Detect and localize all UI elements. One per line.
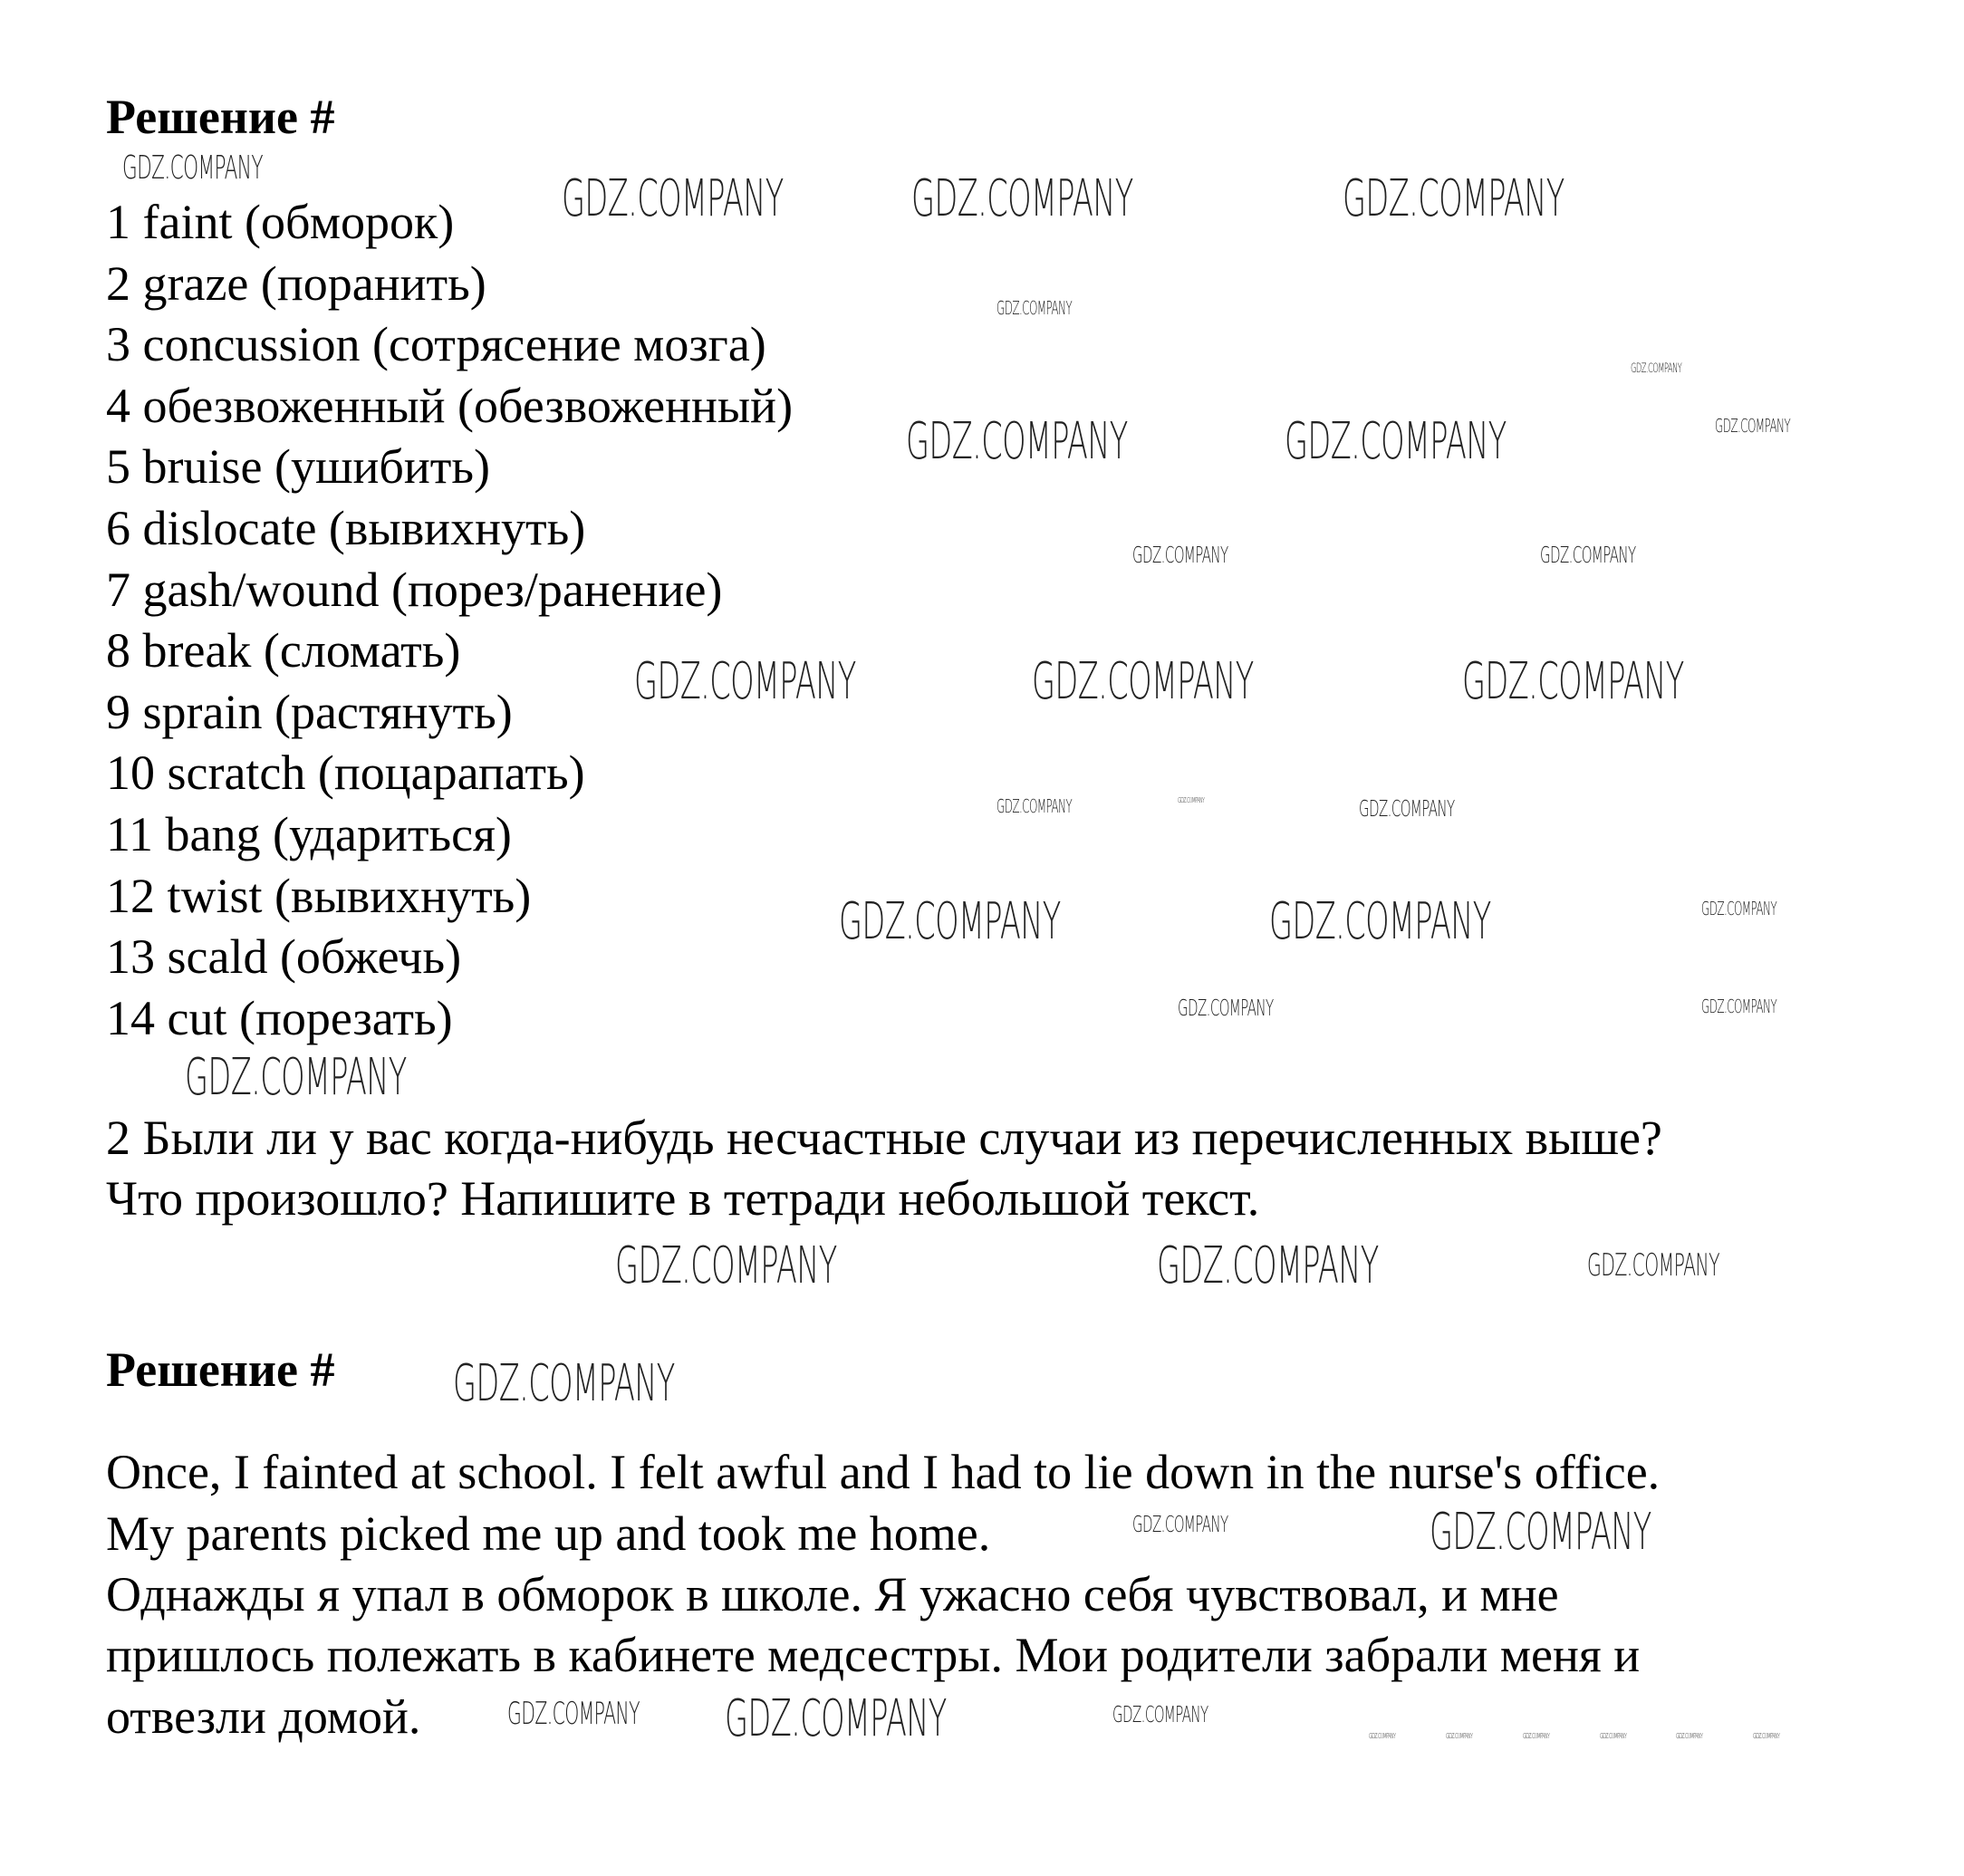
watermark: GDZ.COMPANY — [1269, 892, 1491, 951]
watermark: GDZ.COMPANY — [1600, 1732, 1627, 1740]
watermark: GDZ.COMPANY — [1462, 652, 1684, 711]
answer-line-1: Once, I fainted at school. I felt awful and I had to lie down in the nurse's office. — [106, 1445, 1661, 1499]
watermark: GDZ.COMPANY — [507, 1696, 640, 1732]
watermark: GDZ.COMPANY — [1359, 795, 1455, 822]
watermark: GDZ.COMPANY — [634, 652, 856, 711]
watermark: GDZ.COMPANY — [906, 412, 1128, 471]
vocabulary-item: 12 twist (вывихнуть) — [106, 868, 532, 923]
answer-line-5: отвезли домой. — [106, 1689, 421, 1744]
watermark: GDZ.COMPANY — [1701, 996, 1777, 1017]
watermark: GDZ.COMPANY — [615, 1236, 837, 1295]
vocabulary-item: 10 scratch (поцарапать) — [106, 746, 585, 801]
watermark: GDZ.COMPANY — [1753, 1732, 1780, 1740]
watermark: GDZ.COMPANY — [1715, 415, 1791, 437]
watermark: GDZ.COMPANY — [1157, 1236, 1379, 1295]
watermark: GDZ.COMPANY — [1343, 169, 1564, 228]
watermark: GDZ.COMPANY — [1369, 1732, 1396, 1740]
watermark: GDZ.COMPANY — [185, 1048, 407, 1107]
watermark: GDZ.COMPANY — [1112, 1701, 1208, 1727]
watermark: GDZ.COMPANY — [1178, 995, 1274, 1021]
watermark: GDZ.COMPANY — [1032, 652, 1254, 711]
vocabulary-item: 2 graze (поранить) — [106, 255, 486, 311]
watermark: GDZ.COMPANY — [1132, 542, 1228, 568]
watermark: GDZ.COMPANY — [453, 1354, 675, 1413]
vocabulary-item: 7 gash/wound (порез/ранение) — [106, 562, 723, 617]
answer-line-4: пришлось полежать в кабинете медсестры. Мои родители забрали меня и — [106, 1628, 1641, 1682]
vocabulary-item: 8 break (сломать) — [106, 623, 461, 678]
watermark: GDZ.COMPANY — [1676, 1732, 1703, 1740]
vocabulary-item: 4 обезвоженный (обезвоженный) — [106, 378, 794, 433]
watermark: GDZ.COMPANY — [725, 1689, 947, 1748]
solution-heading-2: Решение # — [106, 1342, 335, 1397]
watermark: GDZ.COMPANY — [562, 169, 784, 228]
watermark: GDZ.COMPANY — [1587, 1247, 1719, 1284]
watermark: GDZ.COMPANY — [1631, 361, 1682, 376]
watermark: GDZ.COMPANY — [1285, 412, 1507, 471]
watermark: GDZ.COMPANY — [996, 297, 1073, 319]
watermark: GDZ.COMPANY — [1178, 796, 1205, 804]
task-2-line-2: Что произошло? Напишите в тетради небольшой текст. — [106, 1171, 1260, 1226]
answer-line-3: Однажды я упал в обморок в школе. Я ужасно себя чувствовал, и мне — [106, 1567, 1559, 1621]
watermark: GDZ.COMPANY — [1540, 542, 1636, 568]
watermark: GDZ.COMPANY — [1446, 1732, 1473, 1740]
vocabulary-item: 5 bruise (ушибить) — [106, 439, 491, 495]
watermark: GDZ.COMPANY — [996, 795, 1073, 817]
task-2-line-1: 2 Были ли у вас когда-нибудь несчастные случаи из перечисленных выше? — [106, 1111, 1662, 1165]
watermark: GDZ.COMPANY — [122, 149, 263, 187]
vocabulary-item: 6 dislocate (вывихнуть) — [106, 501, 586, 555]
vocabulary-item: 3 concussion (сотрясение мозга) — [106, 317, 766, 372]
watermark: GDZ.COMPANY — [1430, 1503, 1651, 1562]
vocabulary-item: 13 scald (обжечь) — [106, 929, 462, 985]
watermark: GDZ.COMPANY — [911, 169, 1133, 228]
solution-heading-1: Решение # — [106, 90, 335, 144]
vocabulary-item: 11 bang (удариться) — [106, 807, 512, 861]
vocabulary-item: 14 cut (порезать) — [106, 990, 453, 1045]
watermark: GDZ.COMPANY — [1523, 1732, 1550, 1740]
answer-line-2: My parents picked me up and took me home. — [106, 1506, 991, 1561]
watermark: GDZ.COMPANY — [839, 892, 1061, 951]
vocabulary-item: 1 faint (обморок) — [106, 195, 455, 249]
vocabulary-item: 9 sprain (растянуть) — [106, 684, 513, 739]
watermark: GDZ.COMPANY — [1132, 1511, 1228, 1537]
watermark: GDZ.COMPANY — [1701, 898, 1777, 919]
